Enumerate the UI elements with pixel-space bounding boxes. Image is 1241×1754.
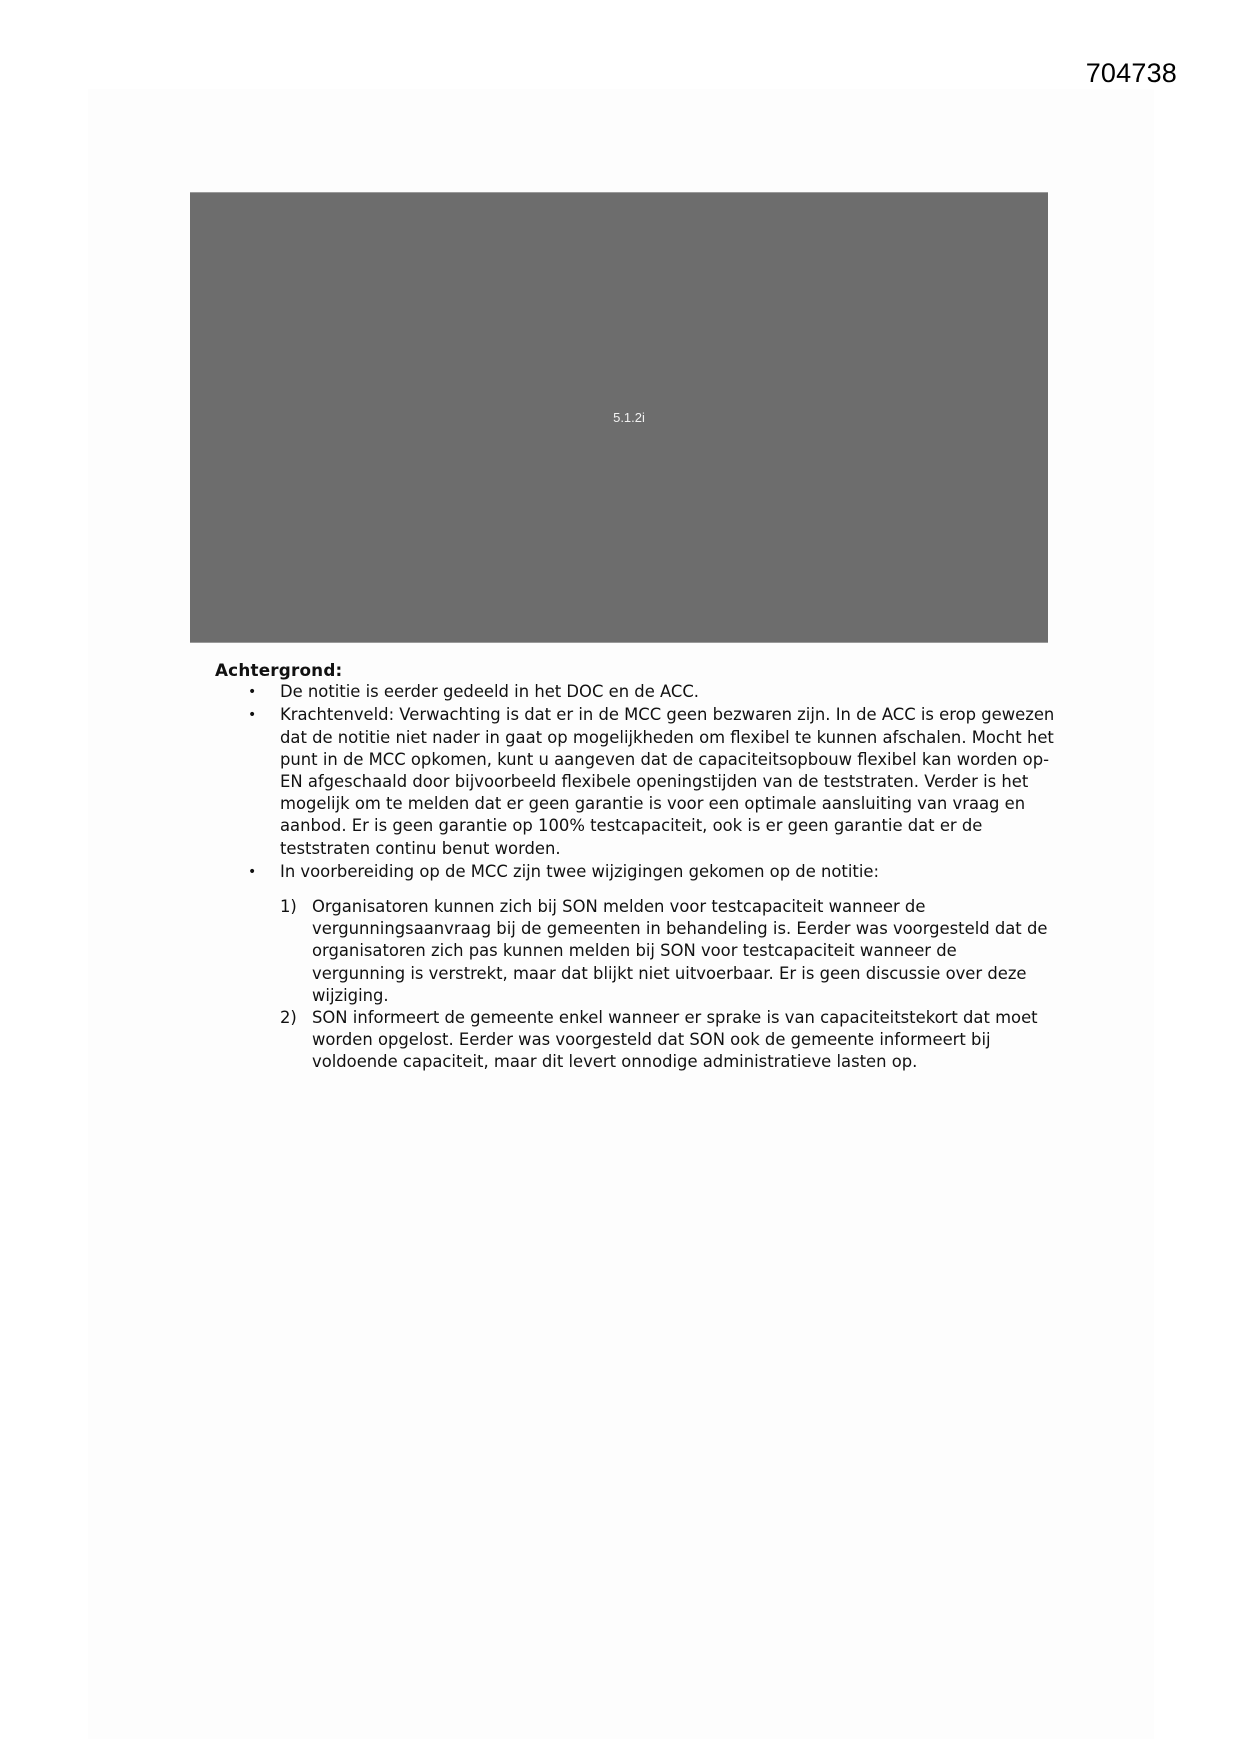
bullet-icon: • <box>248 863 257 880</box>
change-item <box>215 896 1055 1007</box>
redaction-code: 5.1.2i <box>613 410 645 425</box>
bullet-list <box>215 681 1055 883</box>
changes-list <box>215 896 1055 1074</box>
change-text: SON informeert de gemeente enkel wanneer er sprake is van capaciteitstekort dat moet worden opgelost. Eerder was voorgesteld dat SON ook de gemeente informeert bij voldoende capaciteit, maar dit levert onnodige administratieve lasten op. <box>312 1008 1038 1072</box>
document-id: 704738 <box>1085 58 1177 88</box>
redaction-block <box>190 192 1048 643</box>
bullet-text: In voorbereiding op de MCC zijn twee wijzigingen gekomen op de notitie: <box>280 861 879 881</box>
bullet-text: De notitie is eerder gedeeld in het DOC en de ACC. <box>280 682 700 702</box>
bullet-item <box>215 704 1055 859</box>
background-section <box>215 659 1055 1074</box>
change-number: 1) <box>280 897 297 917</box>
bullet-item <box>215 861 1055 883</box>
bullet-icon: • <box>248 707 257 724</box>
bullet-text: Krachtenveld: Verwachting is dat er in de MCC geen bezwaren zijn. In de ACC is erop gewezen dat de notitie niet nader in gaat op mogelijkheden om flexibel te kunnen afschalen. Mocht het punt in de MCC opkomen, kunt u aangeven dat de capaciteitsopbouw flexibel kan worden op- EN afgeschaald door bijvoorbeeld flexibele openingstijden van de teststraten. Verder is het mogelijk om te melden dat er geen garantie is voor een optimale aansluiting van vraag en aanbod. Er is geen garantie op 100% testcapaciteit, ook is er geen garantie dat er de teststraten continu benut worden. <box>280 705 1055 858</box>
change-item <box>215 1007 1055 1074</box>
bullet-item <box>215 681 1055 703</box>
section-heading: Achtergrond: <box>215 660 343 680</box>
change-number: 2) <box>280 1008 297 1028</box>
bullet-icon: • <box>248 684 257 701</box>
change-text: Organisatoren kunnen zich bij SON melden voor testcapaciteit wanneer de vergunningsaanvraag bij de gemeenten in behandeling is. Eerder was voorgesteld dat de organisatoren zich pas kunnen melden bij SON voor testcapaciteit wanneer de vergunning is verstrekt, maar dat blijkt niet uitvoerbaar. Er is geen discussie over deze wijziging. <box>312 897 1048 1005</box>
